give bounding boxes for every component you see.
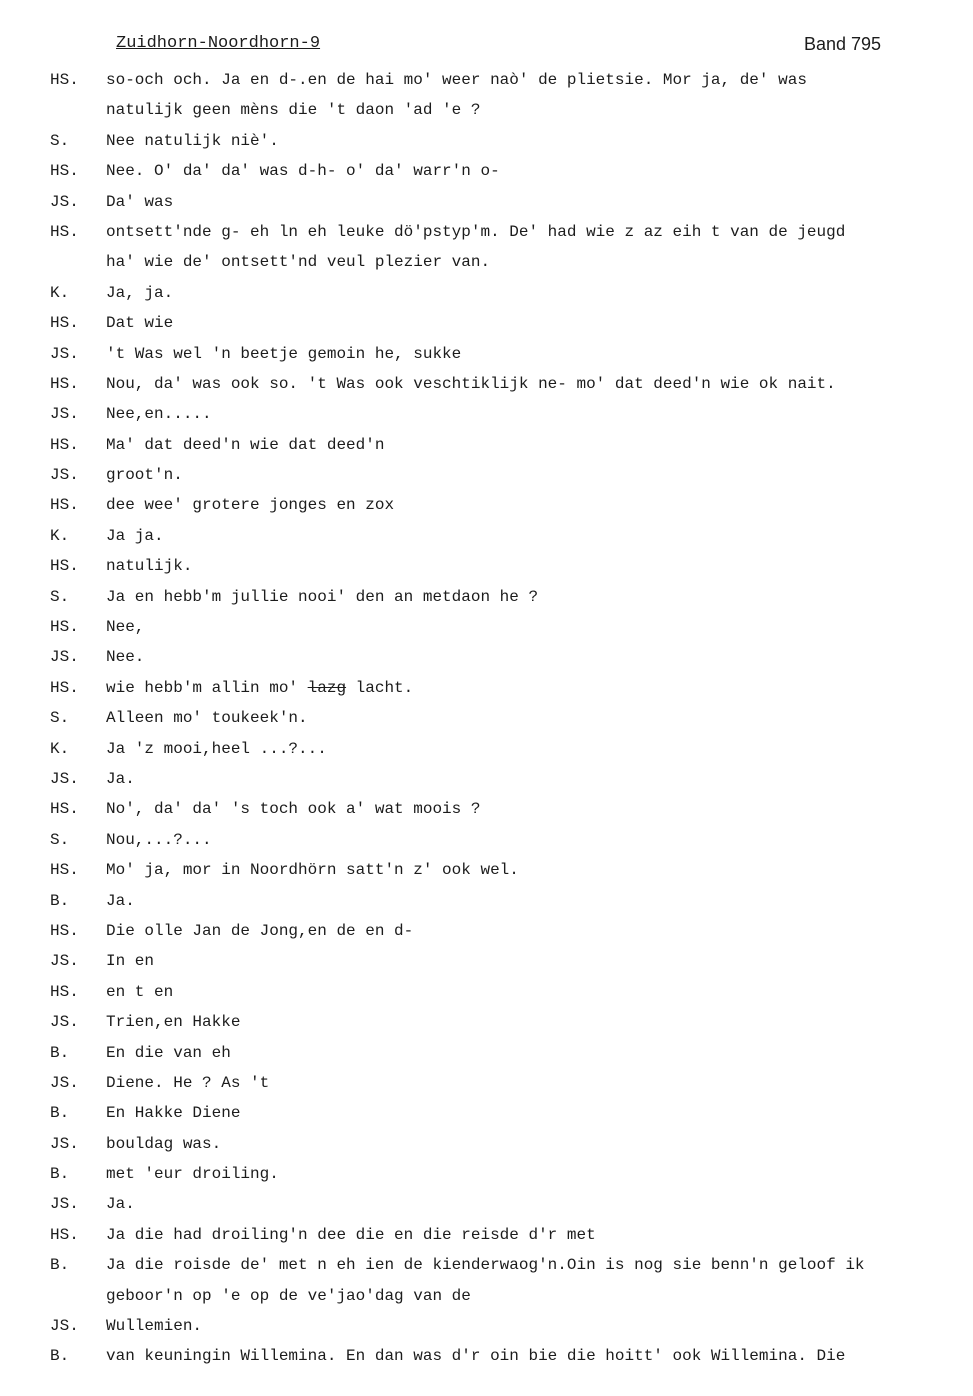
transcript-line xyxy=(0,764,973,794)
utterance-part: Nee natulijk niè'. xyxy=(106,131,279,150)
speaker-label: HS. xyxy=(50,861,79,880)
utterance-part: Mo' ja, mor in Noordhörn satt'n z' ook wel. xyxy=(106,861,519,880)
transcript-line xyxy=(0,916,973,946)
transcript-line xyxy=(0,794,973,824)
utterance-text xyxy=(106,369,836,399)
utterance-part: so-och och. Ja en d-.en de hai mo' weer naò' de plietsie. Mor ja, de' was xyxy=(106,71,807,89)
utterance-part: met 'eur droiling. xyxy=(106,1165,279,1184)
transcript-line xyxy=(0,886,973,916)
utterance-text xyxy=(106,1068,269,1098)
utterance-text xyxy=(106,1038,231,1068)
band-number: Band 795 xyxy=(804,34,882,54)
utterance-text xyxy=(106,582,538,612)
utterance-text xyxy=(106,946,154,976)
utterance-part: Nou,...?... xyxy=(106,830,212,849)
utterance-part: lacht. xyxy=(346,678,414,697)
utterance-text xyxy=(106,460,183,490)
utterance-text xyxy=(106,1159,279,1189)
speaker-label: JS. xyxy=(50,1317,79,1336)
transcript-line xyxy=(0,460,973,490)
transcript-line xyxy=(0,521,973,551)
utterance-text xyxy=(106,855,519,885)
utterance-part: wie hebb'm allin mo' xyxy=(106,678,308,697)
utterance-part: Nee. xyxy=(106,648,145,667)
utterance-part: bouldag was. xyxy=(106,1134,222,1153)
utterance-text xyxy=(106,551,192,581)
utterance-part: van keuningin Willemina. En dan was d'r oin bie die hoitt' ook Willemina. Die xyxy=(106,1347,846,1366)
utterance-text xyxy=(106,825,212,855)
transcript-line xyxy=(0,642,973,672)
transcript-line xyxy=(0,308,973,338)
utterance-text xyxy=(106,247,490,277)
transcript-line xyxy=(0,977,973,1007)
utterance-text xyxy=(106,1220,596,1250)
utterance-part: In en xyxy=(106,952,155,971)
speaker-label: B. xyxy=(50,1256,70,1275)
utterance-part: Ma' dat deed'n wie dat deed'n xyxy=(106,435,385,454)
utterance-part: Ja. xyxy=(106,769,135,788)
utterance-part: groot'n. xyxy=(106,466,183,485)
transcript-line xyxy=(0,1159,973,1189)
transcript-line xyxy=(0,1250,973,1280)
speaker-label: B. xyxy=(50,1165,70,1184)
utterance-text xyxy=(106,1189,135,1219)
transcript-line xyxy=(0,612,973,642)
speaker-label: HS. xyxy=(50,557,79,576)
utterance-text xyxy=(106,1311,202,1341)
utterance-part: Da' was xyxy=(106,192,174,211)
speaker-label: S. xyxy=(50,709,70,728)
utterance-part: Ja en hebb'm jullie nooi' den an metdaon he ? xyxy=(106,587,539,606)
transcript-line xyxy=(0,734,973,764)
utterance-text xyxy=(106,1007,240,1037)
utterance-text xyxy=(106,1129,221,1159)
utterance-text xyxy=(106,977,173,1007)
utterance-part: Nou, da' was ook so. 't Was ook veschtiklijk ne- mo' dat deed'n wie ok nait. xyxy=(106,374,836,393)
transcript-line xyxy=(0,855,973,885)
speaker-label: HS. xyxy=(50,374,79,393)
speaker-label: HS. xyxy=(50,921,79,940)
utterance-part: natulijk. xyxy=(106,557,193,576)
utterance-part: natulijk geen mèns die 't daon 'ad 'e ? xyxy=(106,101,481,120)
speaker-label: HS. xyxy=(50,496,79,515)
speaker-label: HS. xyxy=(50,71,79,89)
speaker-label: HS. xyxy=(50,800,79,819)
utterance-text xyxy=(106,430,384,460)
utterance-part: Ja 'z mooi,heel ...?... xyxy=(106,739,327,758)
utterance-text xyxy=(106,490,394,520)
utterance-text xyxy=(106,1341,845,1371)
speaker-label: JS. xyxy=(50,952,79,971)
transcript-line xyxy=(0,551,973,581)
utterance-part: Nee,en..... xyxy=(106,405,212,424)
transcript-line xyxy=(0,1038,973,1068)
utterance-text xyxy=(106,642,144,672)
speaker-label: S. xyxy=(50,587,70,606)
transcript-line xyxy=(0,1341,973,1371)
utterance-text xyxy=(106,673,413,703)
utterance-part: Trien,en Hakke xyxy=(106,1013,241,1032)
speaker-label: K. xyxy=(50,526,70,545)
utterance-text xyxy=(106,126,279,156)
speaker-label: JS. xyxy=(50,1013,79,1032)
transcript-line xyxy=(0,490,973,520)
transcript-line xyxy=(0,825,973,855)
speaker-label: JS. xyxy=(50,466,79,485)
transcript-line xyxy=(0,217,973,247)
transcript-line xyxy=(0,1311,973,1341)
speaker-label: JS. xyxy=(50,1195,79,1214)
speaker-label: HS. xyxy=(50,162,79,181)
transcript-line xyxy=(0,126,973,156)
utterance-text xyxy=(106,1281,471,1311)
transcript-line xyxy=(0,673,973,703)
transcript-line xyxy=(0,65,973,95)
transcript-line xyxy=(0,278,973,308)
utterance-text xyxy=(106,1250,865,1280)
utterance-part: Alleen mo' toukeek'n. xyxy=(106,709,308,728)
transcript-line xyxy=(0,703,973,733)
utterance-text xyxy=(106,156,500,186)
transcript-lines xyxy=(0,65,973,1372)
transcript-line xyxy=(0,1220,973,1250)
transcript-line xyxy=(0,582,973,612)
utterance-part: Ja. xyxy=(106,891,135,910)
utterance-part: en t en xyxy=(106,982,174,1001)
speaker-label: B. xyxy=(50,1347,70,1366)
speaker-label: B. xyxy=(50,1043,70,1062)
utterance-text xyxy=(106,521,164,551)
transcript-line xyxy=(0,1098,973,1128)
utterance-part: Ja. xyxy=(106,1195,135,1214)
transcript-line xyxy=(0,1189,973,1219)
utterance-part: Die olle Jan de Jong,en de en d- xyxy=(106,921,414,940)
speaker-label: HS. xyxy=(50,1225,79,1244)
utterance-part: Ja ja. xyxy=(106,526,164,545)
place-title: Zuidhorn-Noordhorn-9 xyxy=(116,34,321,53)
utterance-text xyxy=(106,794,480,824)
transcript-line xyxy=(0,1007,973,1037)
utterance-part: Wullemien. xyxy=(106,1317,203,1336)
utterance-text xyxy=(106,734,327,764)
speaker-label: S. xyxy=(50,131,70,150)
utterance-part: No', da' da' 's toch ook a' wat moois ? xyxy=(106,800,481,819)
utterance-part: ha' wie de' ontsett'nd veul plezier van. xyxy=(106,253,491,272)
speaker-label: B. xyxy=(50,891,70,910)
speaker-label: K. xyxy=(50,283,70,302)
utterance-text xyxy=(106,764,135,794)
utterance-part: Diene. He ? As 't xyxy=(106,1073,270,1092)
speaker-label: JS. xyxy=(50,769,79,788)
struck-word: lazg xyxy=(307,678,347,697)
utterance-text xyxy=(106,308,173,338)
speaker-label: JS. xyxy=(50,1134,79,1153)
utterance-part: En Hakke Diene xyxy=(106,1104,241,1123)
speaker-label: HS. xyxy=(50,314,79,333)
speaker-label: JS. xyxy=(50,648,79,667)
speaker-label: HS. xyxy=(50,678,79,697)
speaker-label: HS. xyxy=(50,618,79,637)
speaker-label: JS. xyxy=(50,192,79,211)
utterance-part: ontsett'nde g- eh ln eh leuke dö'pstyp'm. De' had wie z az eih t van de jeugd xyxy=(106,222,846,241)
speaker-label: JS. xyxy=(50,405,79,424)
speaker-label: JS. xyxy=(50,1073,79,1092)
utterance-text xyxy=(106,339,461,369)
page-header xyxy=(0,34,973,60)
utterance-part: Nee. O' da' da' was d-h- o' da' warr'n o- xyxy=(106,162,500,181)
utterance-text xyxy=(106,65,807,95)
speaker-label: JS. xyxy=(50,344,79,363)
transcript-line xyxy=(0,1281,973,1311)
transcript-line xyxy=(0,156,973,186)
utterance-text xyxy=(106,703,308,733)
transcript-line xyxy=(0,247,973,277)
utterance-text xyxy=(106,187,173,217)
speaker-label: HS. xyxy=(50,222,79,241)
utterance-part: Ja die had droiling'n dee die en die reisde d'r met xyxy=(106,1225,596,1244)
utterance-part: 't Was wel 'n beetje gemoin he, sukke xyxy=(106,344,462,363)
utterance-part: dee wee' grotere jonges en zox xyxy=(106,496,395,515)
utterance-text xyxy=(106,399,212,429)
transcript-line xyxy=(0,1129,973,1159)
transcript-line xyxy=(0,369,973,399)
utterance-part: geboor'n op 'e op de ve'jao'dag van de xyxy=(106,1286,471,1305)
utterance-text xyxy=(106,612,144,642)
transcript-line xyxy=(0,95,973,125)
transcript-line xyxy=(0,187,973,217)
speaker-label: S. xyxy=(50,830,70,849)
transcript-line xyxy=(0,430,973,460)
speaker-label: HS. xyxy=(50,435,79,454)
utterance-part: Ja, ja. xyxy=(106,283,174,302)
utterance-part: Ja die roisde de' met n eh ien de kienderwaog'n.Oin is nog sie benn'n geloof ik xyxy=(106,1256,865,1275)
speaker-label: K. xyxy=(50,739,70,758)
utterance-text xyxy=(106,886,135,916)
transcript-line xyxy=(0,946,973,976)
transcript-line xyxy=(0,399,973,429)
utterance-part: Dat wie xyxy=(106,314,174,333)
utterance-text xyxy=(106,278,173,308)
transcript-line xyxy=(0,1068,973,1098)
utterance-part: En die van eh xyxy=(106,1043,231,1062)
utterance-text xyxy=(106,95,480,125)
utterance-part: Nee, xyxy=(106,618,145,637)
utterance-text xyxy=(106,1098,240,1128)
utterance-text xyxy=(106,916,413,946)
utterance-text xyxy=(106,217,845,247)
transcript-line xyxy=(0,339,973,369)
speaker-label: HS. xyxy=(50,982,79,1001)
speaker-label: B. xyxy=(50,1104,70,1123)
